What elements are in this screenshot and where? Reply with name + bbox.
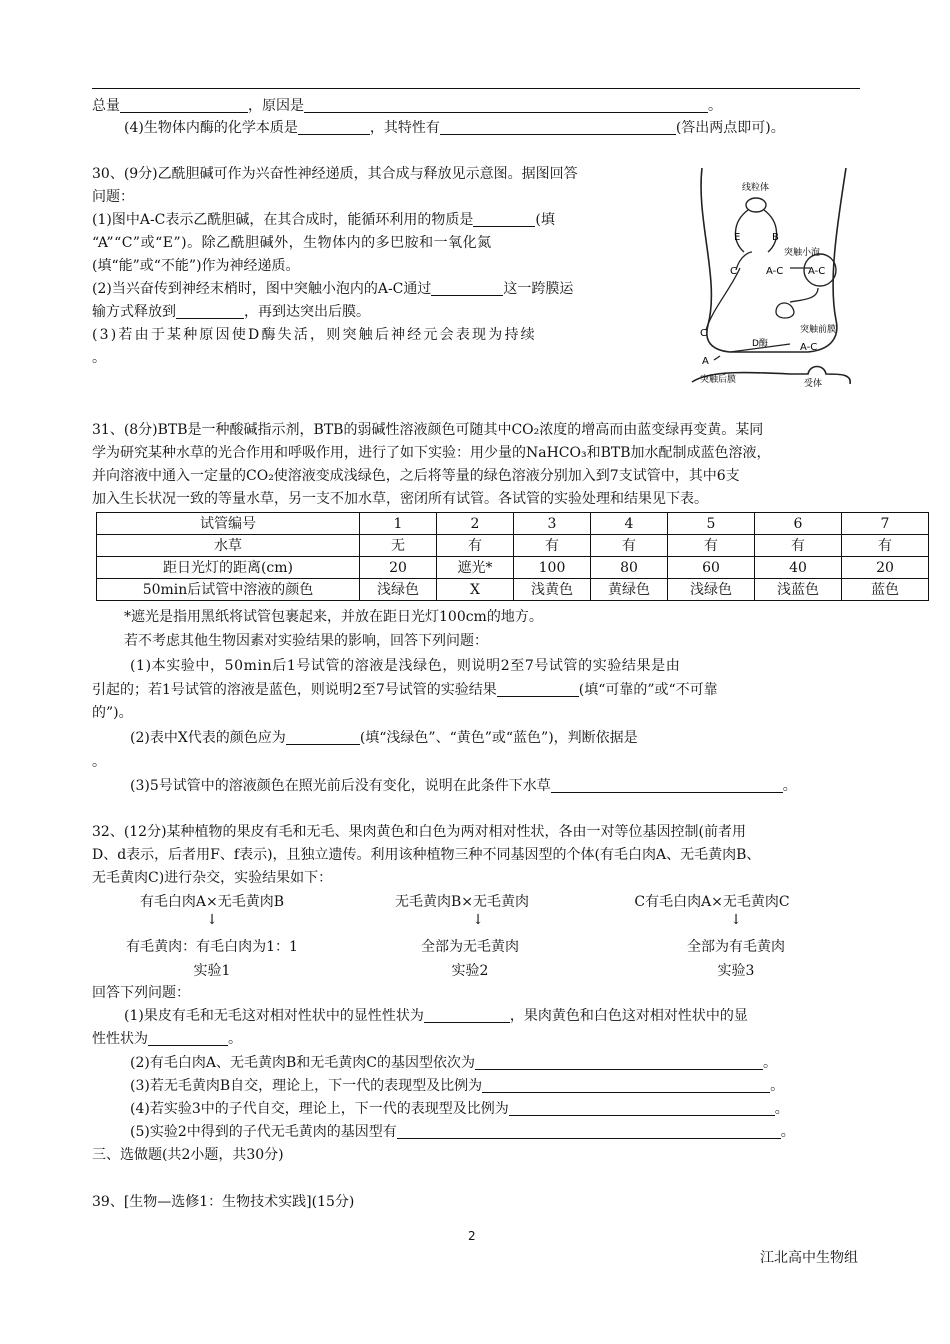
q31-p1: (1)本实验中，50min后1号试管的溶液是浅绿色，则说明2至7号试管的实验结果是由 xyxy=(130,658,681,674)
answer-blank[interactable] xyxy=(482,1077,770,1093)
table-cell: 2 xyxy=(437,513,514,535)
answer-blank[interactable] xyxy=(397,1123,781,1139)
q31-p1c: 的”)。 xyxy=(92,705,133,721)
q32-text: 无毛黄肉C)进行杂交，实验结果如下： xyxy=(92,870,333,886)
table-note: *遮光是指用黑纸将试管包裹起来，并放在距日光灯100cm的地方。 xyxy=(124,609,543,625)
down-arrow-icon: ↓ xyxy=(472,912,484,928)
label-c1: C xyxy=(730,266,737,277)
q31-intro: 若不考虑其他生物因素对实验结果的影响，回答下列问题： xyxy=(124,633,488,649)
text: 这一跨膜运 xyxy=(503,281,574,297)
label-c2: C xyxy=(700,328,707,339)
down-arrow-icon: ↓ xyxy=(206,912,218,928)
text: 性性状为 xyxy=(92,1031,148,1047)
table-cell: 无 xyxy=(360,535,437,557)
text: (2)当兴奋传到神经末梢时，图中突触小泡内的A-C通过 xyxy=(92,281,432,297)
answer-blank[interactable] xyxy=(286,729,360,745)
text: (4)若实验3中的子代自交，理论上，下一代的表现型及比例为 xyxy=(130,1101,509,1117)
q30-text: “A”“C”或“E”)。除乙酰胆碱外，生物体内的多巴胺和一氧化氮 xyxy=(92,235,492,251)
q30-p2 xyxy=(92,279,573,299)
table-cell: 100 xyxy=(514,557,591,579)
q39-title: 39、[生物—选修1：生物技术实践](15分) xyxy=(92,1194,355,1210)
table-cell: 浅绿色 xyxy=(360,579,437,601)
text: (填“可靠的”或“不可靠 xyxy=(578,682,718,698)
label-vesicle: 突触小泡 xyxy=(784,248,821,258)
text: 引起的；若1号试管的溶液是蓝色，则说明2至7号试管的实验结果 xyxy=(92,682,497,698)
q30-title: 30、(9分)乙酰胆碱可作为兴奋性神经递质，其合成与释放见示意图。据图回答 xyxy=(92,166,578,182)
q32-p3 xyxy=(130,1076,784,1096)
q31-text: 加入生长状况一致的等量水草，另一支不加水草，密闭所有试管。各试管的实验处理和结果见下表。 xyxy=(92,491,708,507)
text: ，再到达突出后膜。 xyxy=(244,304,370,320)
label-ac3: A-C xyxy=(800,342,818,353)
arrow-c-to-ac xyxy=(736,252,752,270)
footer-org: 江北高中生物组 xyxy=(760,1250,858,1266)
table-row-header: 距日光灯的距离(cm) xyxy=(97,557,360,579)
q32-text: D、d表示，后者用F、f表示)，且独立遗传。利用该种植物三种不同基因型的个体(有毛白肉A、无毛黄肉B、 xyxy=(92,847,761,863)
text: 总量 xyxy=(92,98,120,114)
exp3-name: 实验3 xyxy=(717,963,755,979)
exp1-cross: 有毛白肉A×无毛黄肉B xyxy=(139,894,285,910)
table-cell: 有 xyxy=(514,535,591,557)
q31-p2 xyxy=(130,728,638,748)
exp2-cross: 无毛黄肉B×无毛黄肉 xyxy=(394,894,530,910)
q31-text: 学为研究某种水草的光合作用和呼吸作用，进行了如下实验：用少量的NaHCO₃和BTB加水配制成蓝色溶液， xyxy=(92,445,771,461)
text: (1)果皮有毛和无毛这对相对性状中的显性性状为 xyxy=(124,1008,424,1024)
experiment-table xyxy=(96,512,929,601)
label-mitochondrion: 线粒体 xyxy=(742,183,770,193)
text: (3)5号试管中的溶液颜色在照光前后没有变化，说明在此条件下水草 xyxy=(130,778,551,794)
q30-text: (填“能”或“不能”)作为神经递质。 xyxy=(92,258,300,274)
release-vesicle xyxy=(776,303,794,318)
q32-p2 xyxy=(130,1053,777,1073)
text: 。 xyxy=(770,1078,785,1094)
table-row-header: 水草 xyxy=(97,535,360,557)
table-cell: 1 xyxy=(360,513,437,535)
q31-title: 31、(8分)BTB是一种酸碱指示剂，BTB的弱碱性溶液颜色可随其中CO₂浓度的增高而由蓝变绿再变黄。某同 xyxy=(92,422,764,438)
text: 。 xyxy=(228,1031,242,1047)
answer-blank[interactable] xyxy=(424,1007,510,1023)
table-cell: 有 xyxy=(842,535,929,557)
q31-p1b xyxy=(92,680,718,700)
table-cell: 有 xyxy=(591,535,668,557)
q31-p3 xyxy=(130,776,797,796)
q30-p1 xyxy=(92,210,555,230)
section-heading: 三、选做题(共2小题，共30分) xyxy=(92,1147,284,1163)
table-cell: 浅黄色 xyxy=(514,579,591,601)
text: (2)有毛白肉A、无毛黄肉B和无毛黄肉C的基因型依次为 xyxy=(130,1055,475,1071)
exp2-name: 实验2 xyxy=(451,963,489,979)
q32-title: 32、(12分)某种植物的果皮有毛和无毛、果肉黄色和白色为两对相对性状，各由一对等位基因控制(前者用 xyxy=(92,824,747,840)
table-row xyxy=(97,535,929,557)
table-cell: 80 xyxy=(591,557,668,579)
q30-text: 问题： xyxy=(92,189,134,205)
arrow-to-a xyxy=(714,356,720,360)
exp3-result: 全部为有毛黄肉 xyxy=(687,939,785,955)
table-row xyxy=(97,579,929,601)
answer-blank[interactable] xyxy=(497,681,579,697)
answer-blank[interactable] xyxy=(176,303,244,319)
exp1-result: 有毛黄肉：有毛白肉为1：1 xyxy=(126,939,298,955)
text: 。 xyxy=(780,1124,795,1140)
text: (5)实验2中得到的子代无毛黄肉的基因型有 xyxy=(130,1124,397,1140)
text: ，其特性有 xyxy=(369,120,440,136)
text: 。 xyxy=(762,1055,777,1071)
table-cell: 遮光* xyxy=(437,557,514,579)
text: 。 xyxy=(774,1101,789,1117)
mitochondrion-icon xyxy=(746,198,766,212)
table-cell: 浅蓝色 xyxy=(755,579,842,601)
answer-blank[interactable] xyxy=(509,1100,775,1116)
label-d-enzyme: D酶 xyxy=(752,339,768,349)
answer-blank[interactable] xyxy=(440,119,676,135)
label-a: A xyxy=(702,356,709,367)
answer-blank[interactable] xyxy=(298,119,370,135)
label-receptor: 受体 xyxy=(804,379,823,388)
down-arrow-icon: ↓ xyxy=(730,912,742,928)
exp3-cross: C有毛白肉A×无毛黄肉C xyxy=(634,894,790,910)
table-cell: 4 xyxy=(591,513,668,535)
table-row xyxy=(97,557,929,579)
text: (答出两点即可)。 xyxy=(675,120,785,136)
synapse-diagram xyxy=(690,160,860,388)
q32-intro: 回答下列问题： xyxy=(92,985,190,1001)
table-cell: 有 xyxy=(437,535,514,557)
answer-blank[interactable] xyxy=(304,97,708,113)
text: (1)图中A-C表示乙酰胆碱，在其合成时，能循环利用的物质是 xyxy=(92,212,474,228)
table-cell: 7 xyxy=(842,513,929,535)
answer-blank[interactable] xyxy=(475,1054,763,1070)
answer-blank[interactable] xyxy=(473,211,535,227)
q32-p4 xyxy=(130,1099,789,1119)
q32-p1 xyxy=(124,1006,748,1026)
text: 。 xyxy=(708,98,722,114)
table-cell: 40 xyxy=(755,557,842,579)
text: 输方式释放到 xyxy=(92,304,176,320)
text: (填 xyxy=(535,212,555,228)
answer-blank[interactable] xyxy=(120,97,248,113)
table-cell: 60 xyxy=(668,557,755,579)
answer-blank[interactable] xyxy=(148,1030,228,1046)
answer-blank[interactable] xyxy=(551,777,783,793)
exp2-result: 全部为无毛黄肉 xyxy=(421,939,519,955)
table-cell: 有 xyxy=(668,535,755,557)
table-cell: 蓝色 xyxy=(842,579,929,601)
table-cell: X xyxy=(437,579,514,601)
table-cell: 20 xyxy=(360,557,437,579)
label-ac2: A-C xyxy=(808,266,826,277)
text: ，果肉黄色和白色这对相对性状中的显 xyxy=(509,1008,748,1024)
label-ac1: A-C xyxy=(766,266,784,277)
q30-p3: (3)若由于某种原因使D酶失活，则突触后神经元会表现为持续 xyxy=(92,327,537,343)
header-rule xyxy=(92,88,860,89)
label-post-membrane: 突触后膜 xyxy=(700,375,737,385)
q30-p2b xyxy=(92,302,370,322)
answer-blank[interactable] xyxy=(431,280,503,296)
text: (4)生物体内酶的化学本质是 xyxy=(124,120,298,136)
text: 。 xyxy=(782,778,797,794)
table-cell: 3 xyxy=(514,513,591,535)
q29-line1 xyxy=(92,96,722,116)
text: ，原因是 xyxy=(248,98,304,114)
label-b: B xyxy=(772,232,779,243)
table-cell: 有 xyxy=(755,535,842,557)
arrow-cycle xyxy=(735,210,776,252)
table-cell: 5 xyxy=(668,513,755,535)
text: (填“浅绿色”、“黄色”或“蓝色”)，判断依据是 xyxy=(359,730,638,746)
q31-text: 并向溶液中通入一定量的CO₂使溶液变成浅绿色，之后将等量的绿色溶液分别加入到7支试管中，其中6支 xyxy=(92,468,740,484)
q32-p1b xyxy=(92,1029,242,1049)
label-e: E xyxy=(734,232,741,243)
table-cell: 20 xyxy=(842,557,929,579)
page-number: 2 xyxy=(468,1229,476,1243)
label-pre-membrane: 突触前膜 xyxy=(800,325,837,335)
table-row xyxy=(97,513,929,535)
text: (2)表中X代表的颜色应为 xyxy=(130,730,286,746)
table-cell: 黄绿色 xyxy=(591,579,668,601)
q30-text: 。 xyxy=(92,350,106,366)
table-cell: 浅绿色 xyxy=(668,579,755,601)
text: (3)若无毛黄肉B自交，理论上，下一代的表现型及比例为 xyxy=(130,1078,483,1094)
table-cell: 6 xyxy=(755,513,842,535)
q32-p5 xyxy=(130,1122,795,1142)
table-row-header: 50min后试管中溶液的颜色 xyxy=(97,579,360,601)
release-arrow xyxy=(790,288,818,302)
exp1-name: 实验1 xyxy=(193,963,231,979)
q29-line2 xyxy=(124,118,785,138)
q31-p2b: 。 xyxy=(92,754,106,770)
table-row-header: 试管编号 xyxy=(97,513,360,535)
